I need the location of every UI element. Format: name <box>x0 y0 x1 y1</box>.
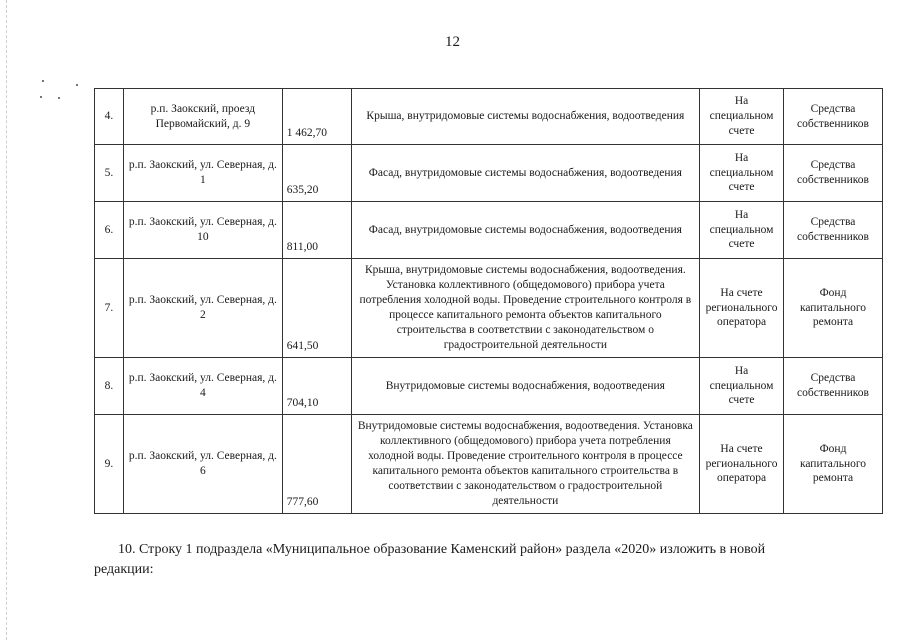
page-number: 12 <box>445 34 460 50</box>
cost-cell: 1 462,70 <box>282 89 351 145</box>
cost-cell: 811,00 <box>282 202 351 259</box>
works-cell: Внутридомовые системы водоснабжения, водоотведения <box>351 358 699 415</box>
row-number: 8. <box>95 358 124 415</box>
table-row <box>95 89 883 145</box>
paragraph-line: редакции: <box>94 562 154 578</box>
row-number: 7. <box>95 259 124 358</box>
fund-cell: Средства собственников <box>784 358 883 415</box>
table-row <box>95 202 883 259</box>
account-cell: На счете регионального оператора <box>700 259 784 358</box>
table-row <box>95 415 883 514</box>
account-cell: На специальном счете <box>700 358 784 415</box>
table-row <box>95 259 883 358</box>
address-cell: р.п. Заокский, ул. Северная, д. 10 <box>123 202 282 259</box>
fund-cell: Фонд капитального ремонта <box>784 259 883 358</box>
cost-cell: 635,20 <box>282 145 351 202</box>
fund-cell: Средства собственников <box>784 145 883 202</box>
fund-cell: Фонд капитального ремонта <box>784 415 883 514</box>
amendment-paragraph <box>94 540 858 581</box>
works-cell: Крыша, внутридомовые системы водоснабжения, водоотведения. Установка коллективного (общедомового) прибора учета потребления холодной воды. Проведение строительного контроля в процессе капитального ремонта объектов капитального строительства в соответствии с законодательством о градостроительной деятельности <box>351 259 699 358</box>
account-cell: На специальном счете <box>700 145 784 202</box>
address-cell: р.п. Заокский, ул. Северная, д. 6 <box>123 415 282 514</box>
paragraph-line: 10. Строку 1 подраздела «Муниципальное образование Каменский район» раздела «2020» изложить в новой <box>118 542 766 557</box>
scan-speck <box>76 84 78 86</box>
cost-cell: 704,10 <box>282 358 351 415</box>
scan-speck <box>58 97 60 99</box>
address-cell: р.п. Заокский, ул. Северная, д. 2 <box>123 259 282 358</box>
works-cell: Фасад, внутридомовые системы водоснабжения, водоотведения <box>351 145 699 202</box>
works-cell: Крыша, внутридомовые системы водоснабжения, водоотведения <box>351 89 699 145</box>
account-cell: На специальном счете <box>700 202 784 259</box>
account-cell: На счете регионального оператора <box>700 415 784 514</box>
address-cell: р.п. Заокский, ул. Северная, д. 1 <box>123 145 282 202</box>
table-row <box>95 358 883 415</box>
fund-cell: Средства собственников <box>784 89 883 145</box>
address-cell: р.п. Заокский, проезд Первомайский, д. 9 <box>123 89 282 145</box>
row-number: 6. <box>95 202 124 259</box>
scan-margin-line <box>6 0 7 640</box>
repair-works-table <box>94 88 883 514</box>
cost-cell: 777,60 <box>282 415 351 514</box>
scan-speck <box>40 96 42 98</box>
cost-cell: 641,50 <box>282 259 351 358</box>
account-cell: На специальном счете <box>700 89 784 145</box>
address-cell: р.п. Заокский, ул. Северная, д. 4 <box>123 358 282 415</box>
row-number: 5. <box>95 145 124 202</box>
fund-cell: Средства собственников <box>784 202 883 259</box>
row-number: 9. <box>95 415 124 514</box>
scan-speck <box>42 80 44 82</box>
row-number: 4. <box>95 89 124 145</box>
works-cell: Фасад, внутридомовые системы водоснабжения, водоотведения <box>351 202 699 259</box>
table-row <box>95 145 883 202</box>
works-cell: Внутридомовые системы водоснабжения, водоотведения. Установка коллективного (общедомового) прибора учета потребления холодной воды. Проведение строительного контроля в процессе капитального ремонта объектов капитального строительства в соответствии с законодательством о градостроительной деятельности <box>351 415 699 514</box>
